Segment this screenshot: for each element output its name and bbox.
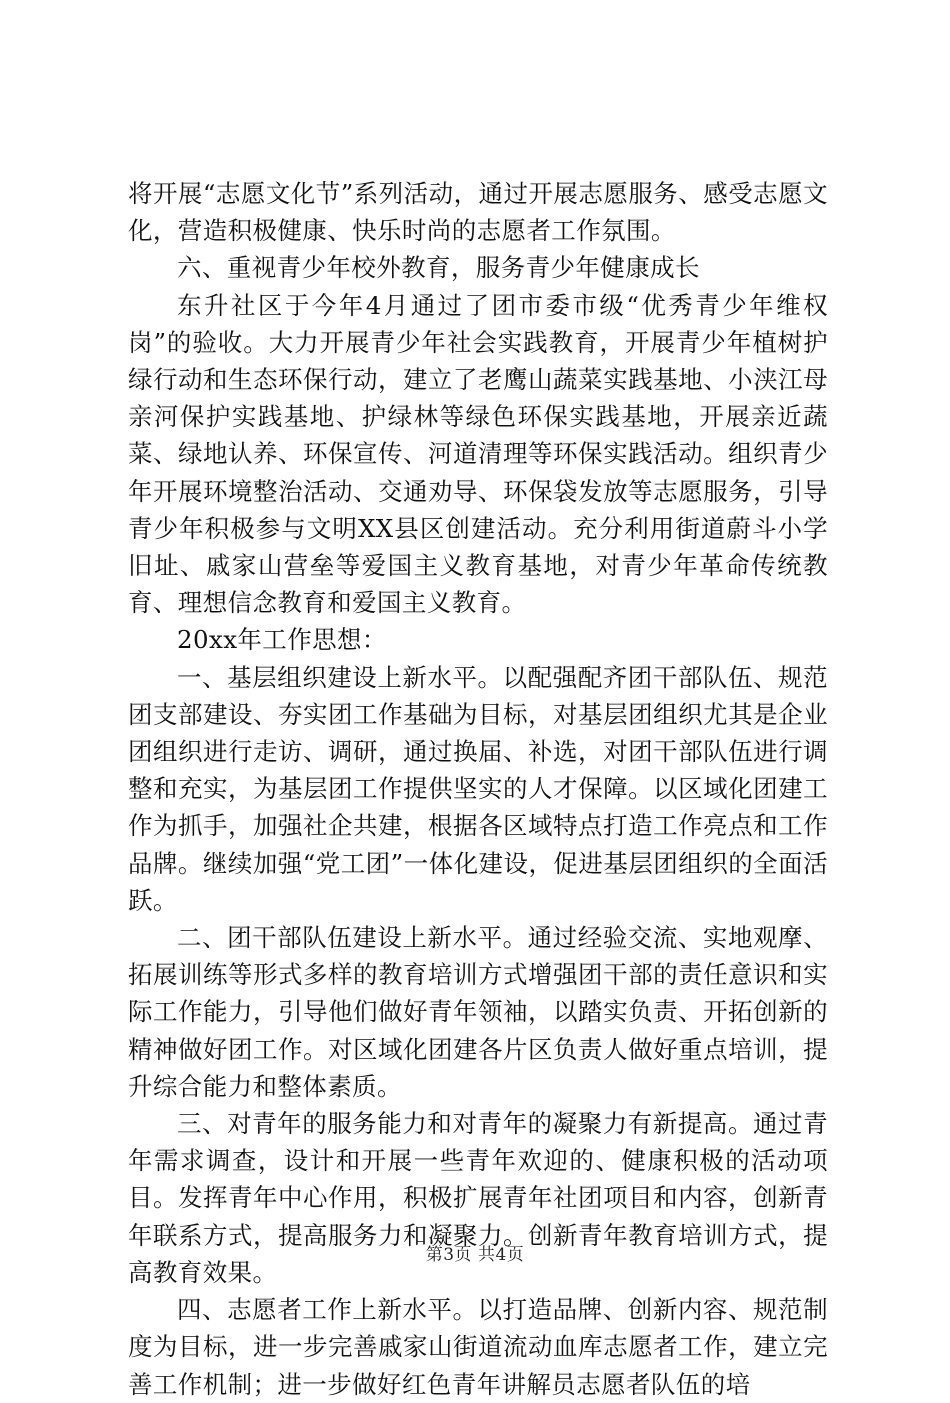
paragraph-plan-two: 二、团干部队伍建设上新水平。通过经验交流、实地观摩、拓展训练等形式多样的教育培训方式增强团干部的责任意识和实际工作能力，引导他们做好青年领袖，以踏实负责、开拓创新的精神做好团工作。对区域化团建各片区负责人做好重点培训，提升综合能力和整体素质。 — [128, 923, 828, 1101]
section-heading-six: 六、重视青少年校外教育，服务青少年健康成长 — [177, 253, 700, 283]
page-number-footer: 第3页 共4页 — [425, 1245, 525, 1265]
document-body — [128, 175, 828, 1403]
paragraph-plan-four: 四、志愿者工作上新水平。以打造品牌、创新内容、规范制度为目标，进一步完善戚家山街道流动血库志愿者工作，建立完善工作机制；进一步做好红色青年讲解员志愿者队伍的培 — [128, 1295, 828, 1399]
work-plan-heading: 20xx年工作思想： — [177, 625, 387, 655]
paragraph-youth-education: 东升社区于今年4月通过了团市委市级“优秀青少年维权岗”的验收。大力开展青少年社会实践教育，开展青少年植树护绿行动和生态环保行动，建立了老鹰山蔬菜实践基地、小浃江母亲河保护实践基地、护绿林等绿色环保实践基地，开展亲近蔬菜、绿地认养、环保宣传、河道清理等环保实践活动。组织青少年开展环境整治活动、交通劝导、环保袋发放等志愿服务，引导青少年积极参与文明XX县区创建活动。充分利用街道蔚斗小学旧址、戚家山营垒等爱国主义教育基地，对青少年革命传统教育、理想信念教育和爱国主义教育。 — [128, 290, 828, 618]
paragraph-plan-one: 一、基层组织建设上新水平。以配强配齐团干部队伍、规范团支部建设、夯实团工作基础为目标，对基层团组织尤其是企业团组织进行走访、调研，通过换届、补选，对团干部队伍进行调整和充实，为基层团工作提供坚实的人才保障。以区域化团建工作为抓手，加强社企共建，根据各区域特点打造工作亮点和工作品牌。继续加强“党工团”一体化建设，促进基层团组织的全面活跃。 — [128, 662, 828, 915]
paragraph-plan-three: 三、对青年的服务能力和对青年的凝聚力有新提高。通过青年需求调查，设计和开展一些青年欢迎的、健康积极的活动项目。发挥青年中心作用，积极扩展青年社团项目和内容，创新青年联系方式，提高服务力和凝聚力。创新青年教育培训方式，提高教育效果。 — [128, 1109, 828, 1287]
paragraph-continuation: 将开展“志愿文化节”系列活动，通过开展志愿服务、感受志愿文化，营造积极健康、快乐时尚的志愿者工作氛围。 — [128, 179, 828, 246]
